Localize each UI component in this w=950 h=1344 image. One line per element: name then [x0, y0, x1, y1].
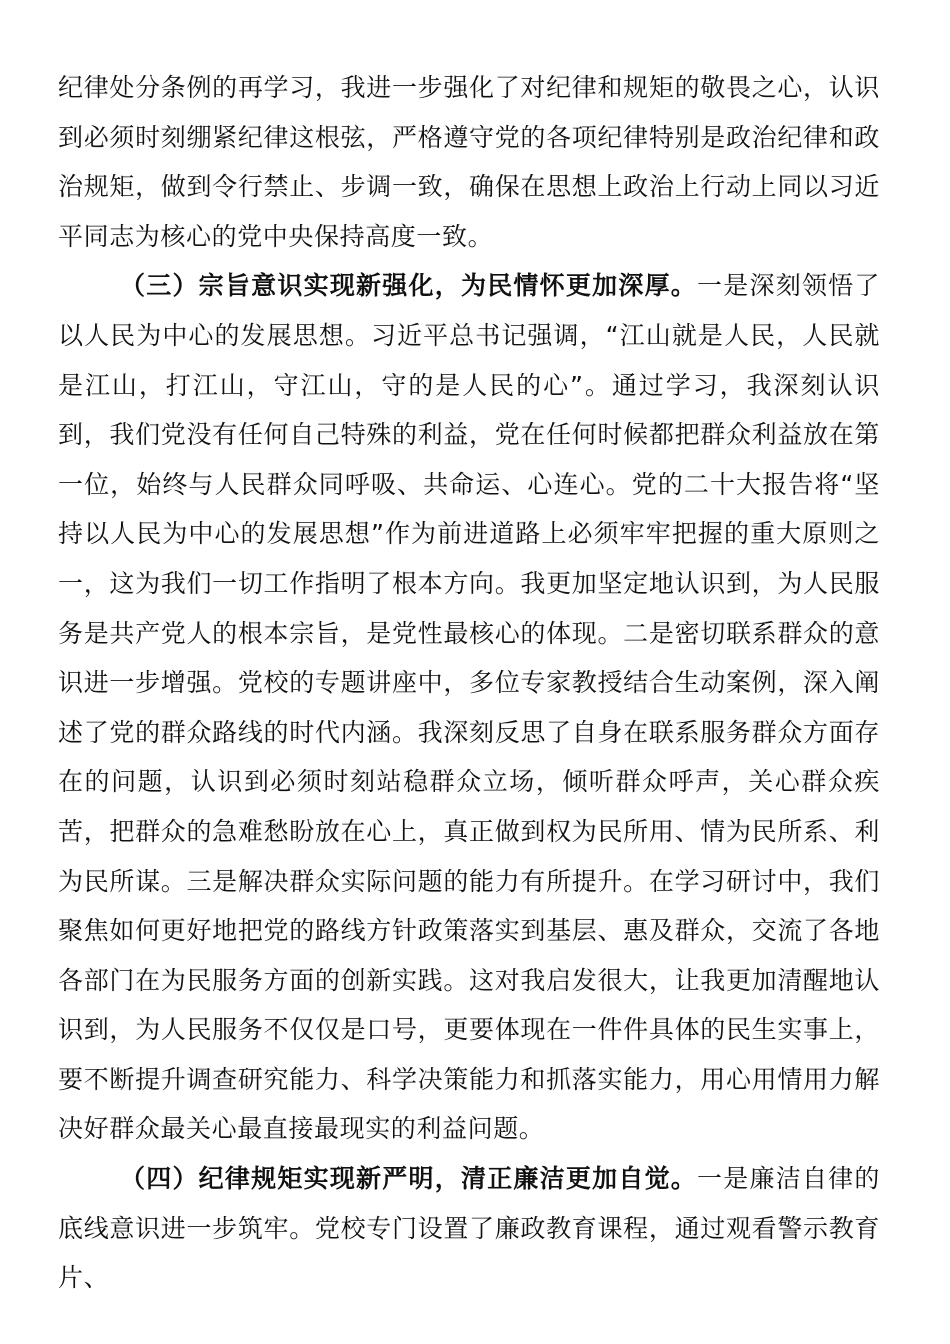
- paragraph-section-four: [58, 1154, 880, 1303]
- paragraph-text: 一是廉洁自律的底线意识进一步筑牢。党校专门设置了廉政教育课程，通过观看警示教育片、: [58, 1164, 881, 1293]
- section-heading: （四）纪律规矩实现新严明，清正廉洁更加自觉。: [120, 1164, 698, 1194]
- paragraph-continuation: [58, 63, 880, 261]
- section-heading: （三）宗旨意识实现新强化，为民情怀更加深厚。: [120, 271, 698, 301]
- paragraph-text: 纪律处分条例的再学习，我进一步强化了对纪律和规矩的敬畏之心，认识到必须时刻绷紧纪律这根弦，严格遵守党的各项纪律特别是政治纪律和政治规矩，做到令行禁止、步调一致，确保在思想上政治上行动上同以习近平同志为核心的党中央保持高度一致。: [58, 73, 880, 251]
- paragraph-section-three: [58, 261, 880, 1154]
- paragraph-text: 一是深刻领悟了以人民为中心的发展思想。习近平总书记强调，“江山就是人民，人民就是江山，打江山，守江山，守的是人民的心”。通过学习，我深刻认识到，我们党没有任何自己特殊的利益，党在任何时候都把群众利益放在第一位，始终与人民群众同呼吸、共命运、心连心。党的二十大报告将“坚持以人民为中心的发展思想”作为前进道路上必须牢牢把握的重大原则之一，这为我们一切工作指明了根本方向。我更加坚定地认识到，为人民服务是共产党人的根本宗旨，是党性最核心的体现。二是密切联系群众的意识进一步增强。党校的专题讲座中，多位专家教授结合生动案例，深入阐述了党的群众路线的时代内涵。我深刻反思了自身在联系服务群众方面存在的问题，认识到必须时刻站稳群众立场，倾听群众呼声，关心群众疾苦，把群众的急难愁盼放在心上，真正做到权为民所用、情为民所系、利为民所谋。三是解决群众实际问题的能力有所提升。在学习研讨中，我们聚焦如何更好地把党的路线方针政策落实到基层、惠及群众，交流了各地各部门在为民服务方面的创新实践。这对我启发很大，让我更加清醒地认识到，为人民服务不仅仅是口号，更要体现在一件件具体的民生实事上，要不断提升调查研究能力、科学决策能力和抓落实能力，用心用情用力解决好群众最关心最直接最现实的利益问题。: [58, 271, 881, 1144]
- document-page: [58, 63, 880, 1303]
